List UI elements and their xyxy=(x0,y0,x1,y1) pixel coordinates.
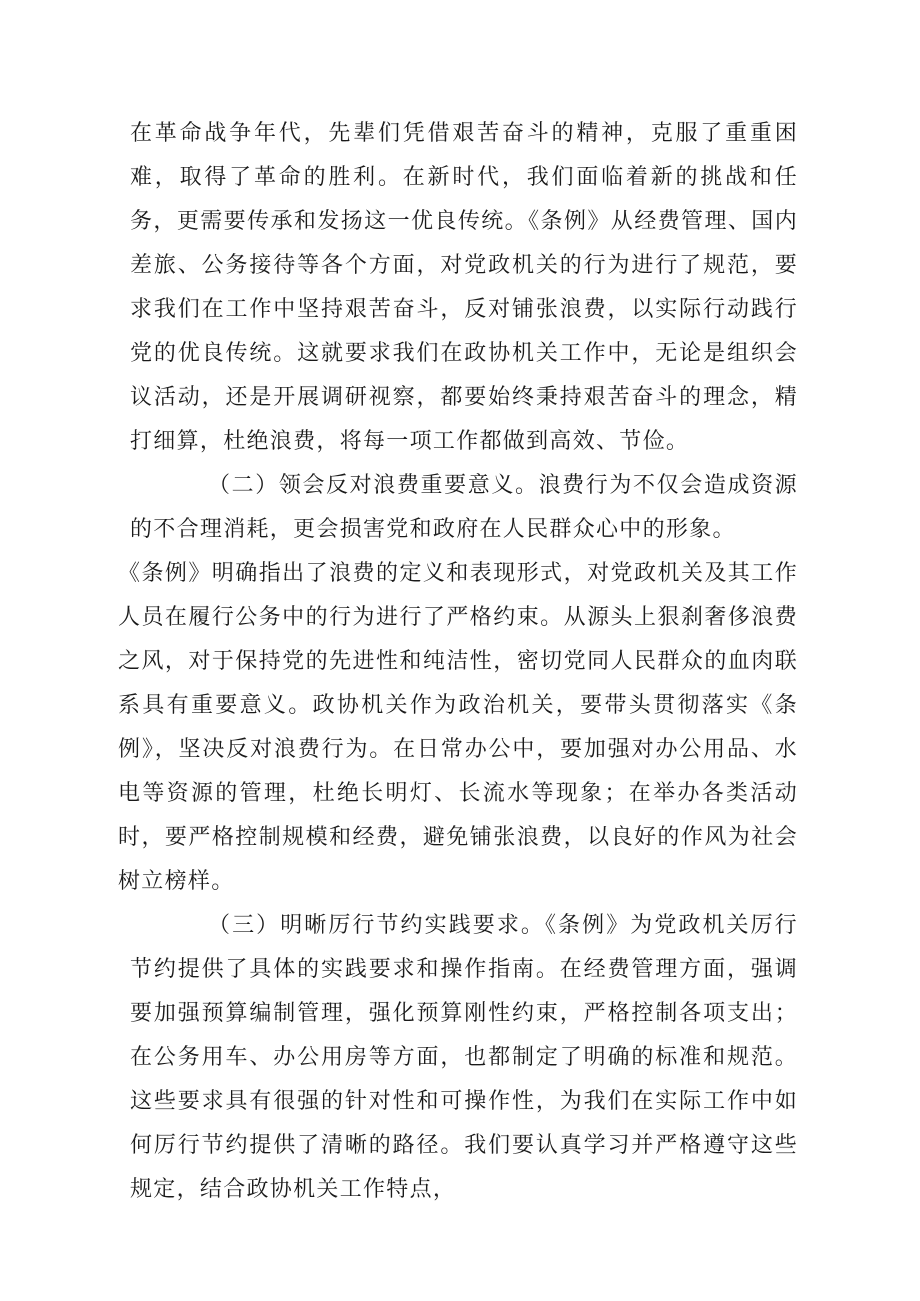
paragraph-continuation: 在革命战争年代，先辈们凭借艰苦奋斗的精神，克服了重重困难，取得了革命的胜利。在新时代，我们面临着新的挑战和任务，更需要传承和发扬这一优良传统。《条例》从经费管理、国内差旅、公务接待等各个方面，对党政机关的行为进行了规范，要求我们在工作中坚持艰苦奋斗，反对铺张浪费，以实际行动践行党的优良传统。这就要求我们在政协机关工作中，无论是组织会议活动，还是开展调研视察，都要始终秉持艰苦奋斗的理念，精打细算，杜绝浪费，将每一项工作都做到高效、节俭。 xyxy=(130,121,798,454)
paragraph-section-two: （二）领会反对浪费重要意义。浪费行为不仅会造成资源的不合理消耗，更会损害党和政府在人民群众心中的形象。 xyxy=(130,473,798,542)
document-body xyxy=(118,112,798,1212)
paragraph-regulation-waste: 《条例》明确指出了浪费的定义和表现形式，对党政机关及其工作人员在履行公务中的行为进行了严格约束。从源头上狠刹奢侈浪费之风，对于保持党的先进性和纯洁性，密切党同人民群众的血肉联系具有重要意义。政协机关作为政治机关，要带头贯彻落实《条例》，坚决反对浪费行为。在日常办公中，要加强对办公用品、水电等资源的管理，杜绝长明灯、长流水等现象；在举办各类活动时，要严格控制规模和经费，避免铺张浪费，以良好的作风为社会树立榜样。 xyxy=(118,561,798,894)
paragraph-section-three: （三）明晰厉行节约实践要求。《条例》为党政机关厉行节约提供了具体的实践要求和操作指南。在经费管理方面，强调要加强预算编制管理，强化预算刚性约束，严格控制各项支出；在公务用车、办公用房等方面，也都制定了明确的标准和规范。这些要求具有很强的针对性和可操作性，为我们在实际工作中如何厉行节约提供了清晰的路径。我们要认真学习并严格遵守这些规定，结合政协机关工作特点， xyxy=(130,913,798,1202)
